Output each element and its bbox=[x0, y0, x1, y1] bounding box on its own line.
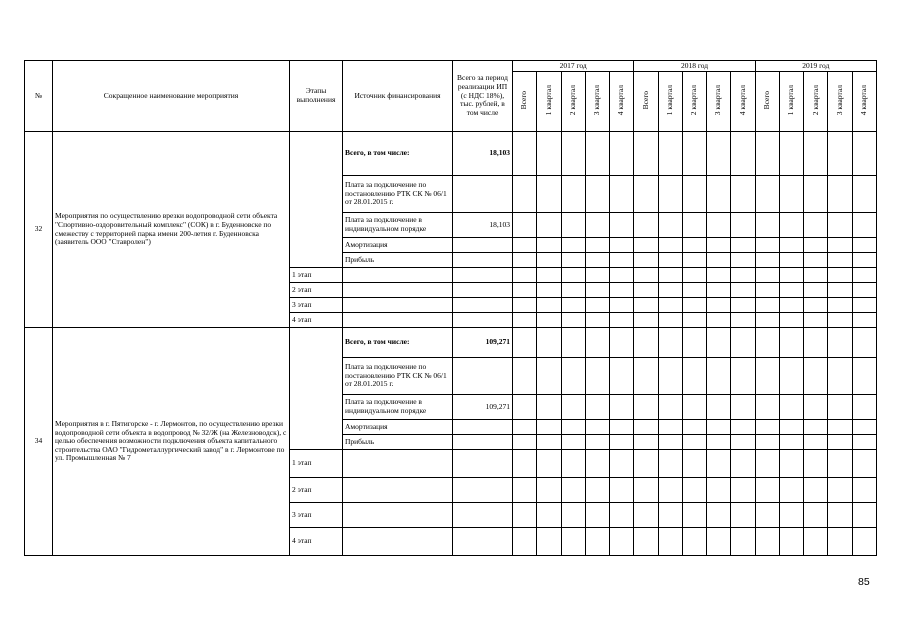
source-value bbox=[453, 358, 513, 395]
header-subcol: 1 квартал bbox=[537, 72, 561, 132]
stage-label: 1 этап bbox=[290, 268, 343, 283]
header-subcol: 2 квартал bbox=[561, 72, 585, 132]
header-subcol: 3 квартал bbox=[828, 72, 852, 132]
source-value: 109,271 bbox=[453, 395, 513, 420]
table-row bbox=[25, 132, 877, 176]
source-value bbox=[453, 435, 513, 450]
stage-label: 2 этап bbox=[290, 478, 343, 503]
header-year-2017: 2017 год bbox=[513, 61, 634, 72]
header-subcol: 1 квартал bbox=[779, 72, 803, 132]
header-subcol: Всего bbox=[755, 72, 779, 132]
source-value: 109,271 bbox=[453, 328, 513, 358]
row-number: 34 bbox=[25, 328, 53, 556]
source-label: Прибыль bbox=[343, 435, 453, 450]
stage-label: 2 этап bbox=[290, 283, 343, 298]
source-label: Плата за подключение по постановлению РТК СК № 06/1 от 28.01.2015 г. bbox=[343, 358, 453, 395]
source-label: Прибыль bbox=[343, 253, 453, 268]
source-value: 18,103 bbox=[453, 213, 513, 238]
header-total: Всего за период реализации ИП (с НДС 18%), тыс. рублей, в том числе bbox=[453, 61, 513, 132]
header-subcol: 2 квартал bbox=[682, 72, 706, 132]
header-name: Сокращенное наименование мероприятия bbox=[53, 61, 290, 132]
header-subcol: Всего bbox=[634, 72, 658, 132]
header-subcol: Всего bbox=[513, 72, 537, 132]
source-value bbox=[453, 253, 513, 268]
header-subcol: 2 квартал bbox=[804, 72, 828, 132]
header-subcol: 4 квартал bbox=[610, 72, 634, 132]
stage-label: 3 этап bbox=[290, 298, 343, 313]
source-value bbox=[453, 176, 513, 213]
source-value: 18,103 bbox=[453, 132, 513, 176]
source-label: Амортизация bbox=[343, 420, 453, 435]
stage-label: 4 этап bbox=[290, 313, 343, 328]
row-name: Мероприятия по осуществлению врезки водопроводной сети объекта "Спортивно-оздоровительный комплекс" (СОК) в г. Буденновске по смежеству с территорией парка имени 200-летия г. Буденновска (заявитель ООО "Ставролен") bbox=[53, 132, 290, 328]
source-value bbox=[453, 238, 513, 253]
header-stages: Этапы выполнения bbox=[290, 61, 343, 132]
header-number: № bbox=[25, 61, 53, 132]
stage-label: 4 этап bbox=[290, 528, 343, 556]
source-label: Плата за подключение в индивидуальном порядке bbox=[343, 395, 453, 420]
source-label: Всего, в том числе: bbox=[343, 328, 453, 358]
source-label: Амортизация bbox=[343, 238, 453, 253]
header-source: Источник финансирования bbox=[343, 61, 453, 132]
header-year-2019: 2019 год bbox=[755, 61, 876, 72]
row-number: 32 bbox=[25, 132, 53, 328]
table-row bbox=[25, 328, 877, 358]
page-number: 85 bbox=[858, 576, 870, 588]
header-subcol: 4 квартал bbox=[731, 72, 755, 132]
stage-label: 3 этап bbox=[290, 503, 343, 528]
source-value bbox=[453, 420, 513, 435]
investment-plan-table bbox=[24, 60, 877, 556]
stage-label: 1 этап bbox=[290, 450, 343, 478]
header-subcol: 3 квартал bbox=[585, 72, 609, 132]
row-name: Мероприятия в г. Пятигорске - г. Лермонтов, по осуществлению врезки водопроводной сети объекта в водопровод № 32/Ж (на Железноводск), с целью обеспечения возможности подключения объекта капитального строительства ОАО "Гидрометаллургический завод" в г. Лермонтове по ул. Промышленная № 7 bbox=[53, 328, 290, 556]
source-label: Всего, в том числе: bbox=[343, 132, 453, 176]
header-subcol: 4 квартал bbox=[852, 72, 876, 132]
source-label: Плата за подключение по постановлению РТК СК № 06/1 от 28.01.2015 г. bbox=[343, 176, 453, 213]
header-subcol: 3 квартал bbox=[707, 72, 731, 132]
header-year-2018: 2018 год bbox=[634, 61, 755, 72]
header-subcol: 1 квартал bbox=[658, 72, 682, 132]
source-label: Плата за подключение в индивидуальном порядке bbox=[343, 213, 453, 238]
